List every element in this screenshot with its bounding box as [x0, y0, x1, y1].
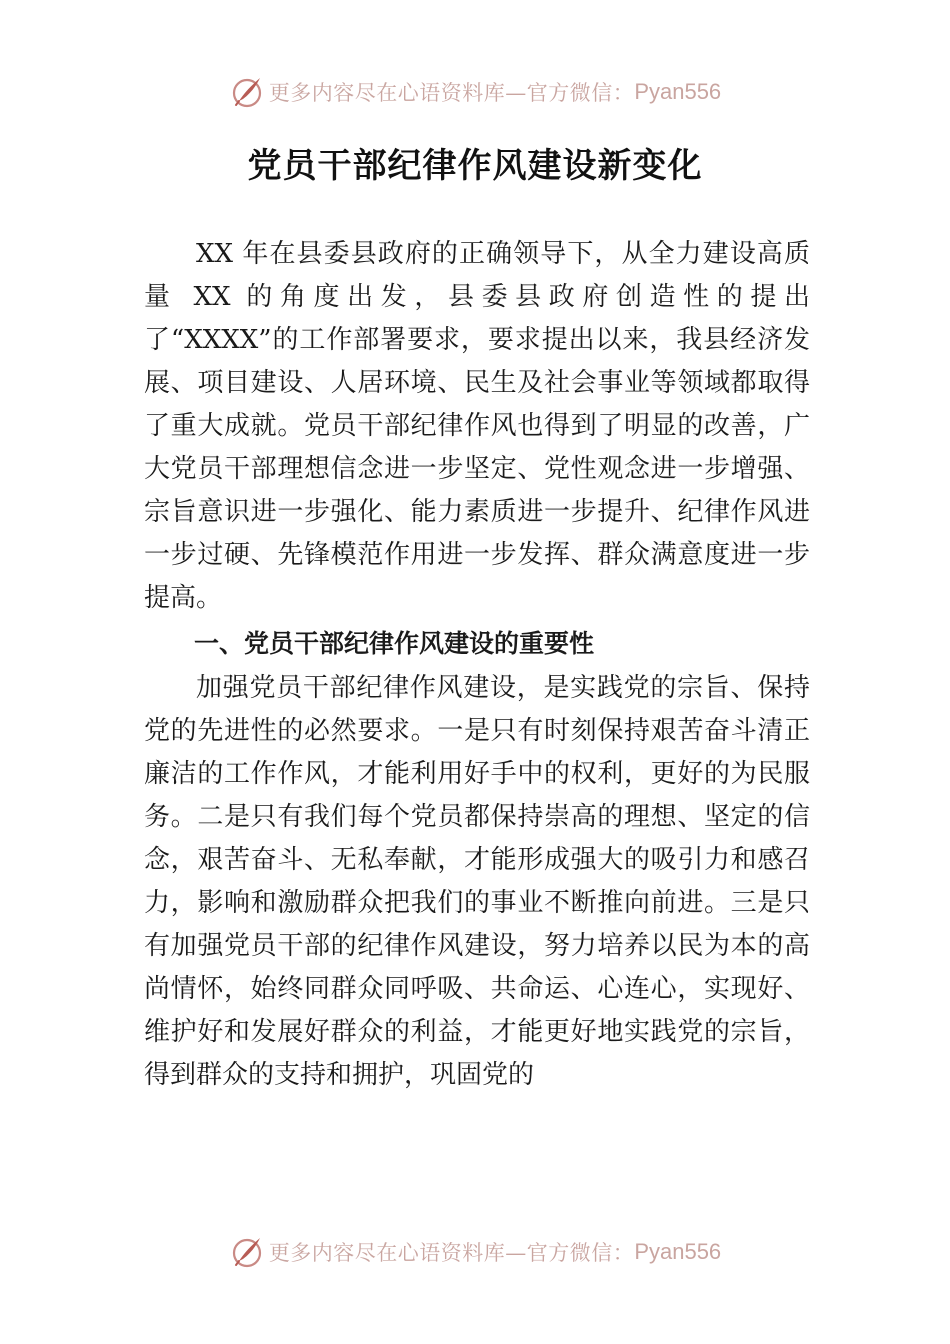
- wechat-id: Pyan556: [634, 1239, 722, 1264]
- quill-seal-icon: [229, 1234, 265, 1270]
- footer-watermark-banner: [0, 1230, 950, 1274]
- document-body: [144, 233, 810, 1097]
- banner-text: 更多内容尽在心语资料库—官方微信：: [268, 1241, 635, 1265]
- paragraph-importance: 加强党员干部纪律作风建设，是实践党的宗旨、保持党的先进性的必然要求。一是只有时刻保持艰苦奋斗清正廉洁的工作作风，才能利用好手中的权利，更好的为民服务。二是只有我们每个党员都保持崇高的理想、坚定的信念，艰苦奋斗、无私奉献，才能形成强大的吸引力和感召力，影响和激励群众把我们的事业不断推向前进。三是只有加强党员干部的纪律作风建设，努力培养以民为本的高尚情怀，始终同群众同呼吸、共命运、心连心，实现好、维护好和发展好群众的利益，才能更好地实践党的宗旨，得到群众的支持和拥护，巩固党的: [144, 673, 810, 1090]
- banner-text: 更多内容尽在心语资料库—官方微信：: [268, 81, 635, 105]
- document-title: 党员干部纪律作风建设新变化: [247, 146, 703, 186]
- section-heading-1: 一、党员干部纪律作风建设的重要性: [194, 629, 595, 658]
- quill-seal-icon: [229, 74, 265, 110]
- header-watermark-banner: [0, 70, 950, 114]
- paragraph-intro: XX 年在县委县政府的正确领导下，从全力建设高质量 XX 的角度出发，县委县政府创造性的提出了“XXXX”的工作部署要求，要求提出以来，我县经济发展、项目建设、人居环境、民生及社会事业等领域都取得了重大成就。党员干部纪律作风也得到了明显的改善，广大党员干部理想信念进一步坚定、党性观念进一步增强、宗旨意识进一步强化、能力素质进一步提升、纪律作风进一步过硬、先锋模范作用进一步发挥、群众满意度进一步提高。: [144, 239, 810, 613]
- wechat-id: Pyan556: [634, 79, 722, 104]
